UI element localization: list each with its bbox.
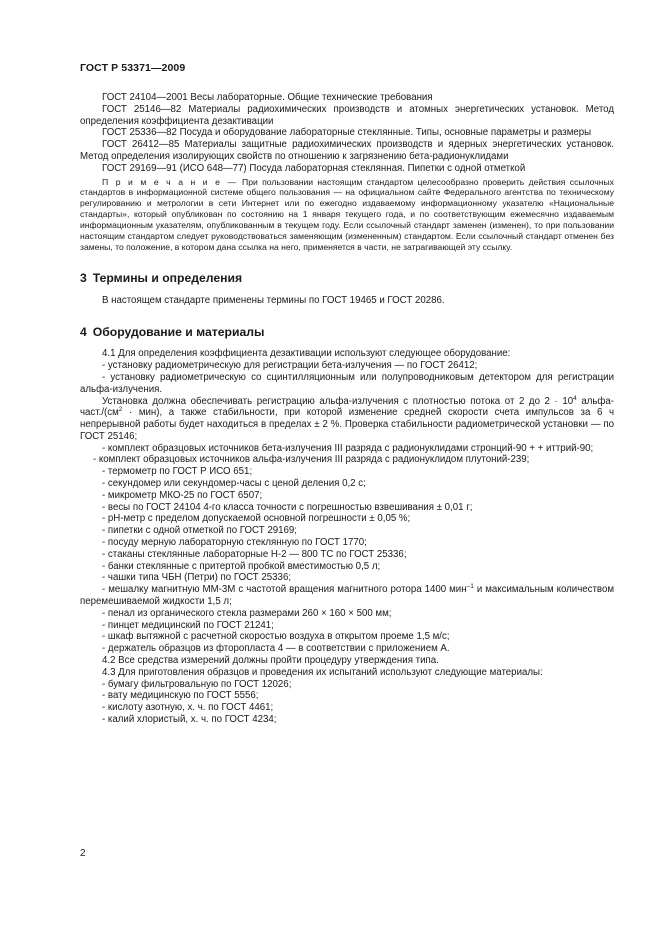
equipment-item: - пенал из органического стекла размерами 260 × 160 × 500 мм; bbox=[102, 607, 392, 619]
section-4-heading bbox=[80, 324, 614, 339]
section-3-title: Термины и определения bbox=[92, 270, 243, 285]
equipment-item: - посуду мерную лабораторную стеклянную по ГОСТ 1770; bbox=[102, 537, 367, 549]
document-body bbox=[80, 92, 614, 726]
material-item: - вату медицинскую по ГОСТ 5556; bbox=[102, 690, 259, 702]
section-4-title: Оборудование и материалы bbox=[92, 324, 265, 339]
section-3-text: В настоящем стандарте применены термины по ГОСТ 19465 и ГОСТ 20286. bbox=[102, 294, 445, 306]
reference-gost-26412: ГОСТ 26412—85 Материалы защитные радиохимических производств и ядерных энергетических установок. Метод определения изолирующих свойств по отношению к загрязнению бета-радионуклидами bbox=[80, 139, 614, 162]
equipment-item: - микрометр МКО-25 по ГОСТ 6507; bbox=[102, 489, 263, 501]
mixer-superscript: –1 bbox=[466, 583, 474, 591]
equipment-item: - весы по ГОСТ 24104 4-го класса точности с погрешностью взвешивания ± 0,01 г; bbox=[102, 501, 473, 513]
equipment-item: - банки стеклянные с притертой пробкой вместимостью 0,5 л; bbox=[102, 560, 381, 572]
material-item: - бумагу фильтровальную по ГОСТ 12026; bbox=[102, 678, 292, 690]
reference-gost-25146: ГОСТ 25146—82 Материалы радиохимических производств и атомных энергетических установок. Метод определения коэффициента дезактивации bbox=[80, 103, 614, 127]
clause-4-1: 4.1 Для определения коэффициента дезактивации используют следующее оборудование: bbox=[102, 348, 511, 360]
equipment-item: - комплект образцовых источников альфа-излучения III разряда с радионуклидом плутоний-239; bbox=[93, 454, 530, 466]
equipment-item: - шкаф вытяжной с расчетной скоростью воздуха в открытом проеме 1,5 м/с; bbox=[102, 631, 450, 643]
equipment-item: - секундомер или секундомер-часы с ценой деления 0,2 с; bbox=[102, 478, 366, 490]
equipment-item: - рН-метр с пределом допускаемой основной погрешности ± 0,05 %; bbox=[102, 513, 411, 525]
page-number: 2 bbox=[80, 848, 86, 859]
mixer-text-part: и максимальным количеством перемешиваемой жидкости 1,5 л; bbox=[80, 584, 614, 608]
reference-gost-24104: ГОСТ 24104—2001 Весы лабораторные. Общие технические требования bbox=[102, 92, 433, 103]
clause-4-3: 4.3 Для приготовления образцов и проведения их испытаний используют следующие материалы: bbox=[102, 666, 543, 678]
section-4-number: 4 bbox=[80, 324, 87, 339]
installation-superscript: 2 bbox=[118, 406, 123, 414]
note-paragraph bbox=[80, 177, 614, 253]
note-text: При пользовании настоящим стандартом целесообразно проверить действия ссылочных стандартов в информационной системе общего пользования — на официальном сайте Федерального агентства по техническому регулированию и метрологии в сети Интернет или по ежегодно издаваемому информационному указателю «Национальные стандарты», который опубликован по состоянию на 1 января текущего года, и по соответствующим ежемесячно издаваемым информационным указателям, опубликованным в текущем году. Если ссылочный стандарт заменен (изменен), то при пользовании настоящим стандартом следует руководствоваться заменяющим (измененным) стандартом. Если ссылочный стандарт отменен без замены, то положение, в котором дана ссылка на него, применяется в части, не затрагивающей эту ссылку. bbox=[80, 176, 614, 253]
equipment-item: - установку радиометрическую со сцинтилляционным или полупроводниковым детектором для регистрации альфа-излучения. bbox=[80, 371, 614, 395]
equipment-item: - держатель образцов из фторопласта 4 — в соответствии с приложением А. bbox=[102, 643, 450, 655]
section-3-number: 3 bbox=[80, 270, 87, 285]
installation-requirements bbox=[80, 396, 614, 443]
mixer-text-part: - мешалку магнитную ММ-3М с частотой вращения магнитного ротора 1400 мин bbox=[102, 584, 467, 596]
equipment-item: - чашки типа ЧБН (Петри) по ГОСТ 25336; bbox=[102, 572, 292, 584]
reference-gost-29169: ГОСТ 29169—91 (ИСО 648—77) Посуда лабораторная стеклянная. Пипетки с одной отметкой bbox=[102, 162, 526, 174]
installation-text-part: Установка должна обеспечивать регистрацию альфа-излучения с плотностью потока от 2 до 2 · 10 bbox=[102, 395, 574, 407]
document-header: ГОСТ Р 53371—2009 bbox=[80, 62, 186, 74]
equipment-item: - пинцет медицинский по ГОСТ 21241; bbox=[102, 619, 274, 631]
reference-gost-25336: ГОСТ 25336—82 Посуда и оборудование лабораторные стеклянные. Типы, основные параметры и размеры bbox=[102, 127, 592, 139]
material-item: - калий хлористый, х. ч. по ГОСТ 4234; bbox=[102, 714, 277, 726]
installation-superscript: 4 bbox=[573, 394, 577, 402]
equipment-item: - установку радиометрическую для регистрации бета-излучения — по ГОСТ 26412; bbox=[102, 360, 478, 372]
note-label: П р и м е ч а н и е — bbox=[102, 176, 238, 187]
equipment-item: - комплект образцовых источников бета-излучения III разряда с радионуклидами стронций-90 + + иттрий-90; bbox=[102, 442, 594, 454]
equipment-item: - пипетки с одной отметкой по ГОСТ 29169; bbox=[102, 525, 297, 537]
installation-text-part: альфа-част./(см bbox=[80, 395, 614, 419]
equipment-item-mixer bbox=[80, 584, 614, 608]
section-3-heading bbox=[80, 270, 614, 285]
clause-4-2: 4.2 Все средства измерений должны пройти процедуру утверждения типа. bbox=[102, 655, 439, 667]
equipment-item: - стаканы стеклянные лабораторные Н-2 — 800 ТС по ГОСТ 25336; bbox=[102, 548, 407, 560]
installation-text-part: · мин), а также стабильности, при которой изменение средней скорости счета импульсов за 6 ч непрерывной работы будет находиться в пределах ± 2 %. Проверка стабильности радиометрической установки — по ГОСТ 25146; bbox=[80, 407, 614, 442]
material-item: - кислоту азотную, х. ч. по ГОСТ 4461; bbox=[102, 702, 274, 714]
equipment-item: - термометр по ГОСТ Р ИСО 651; bbox=[102, 466, 253, 478]
